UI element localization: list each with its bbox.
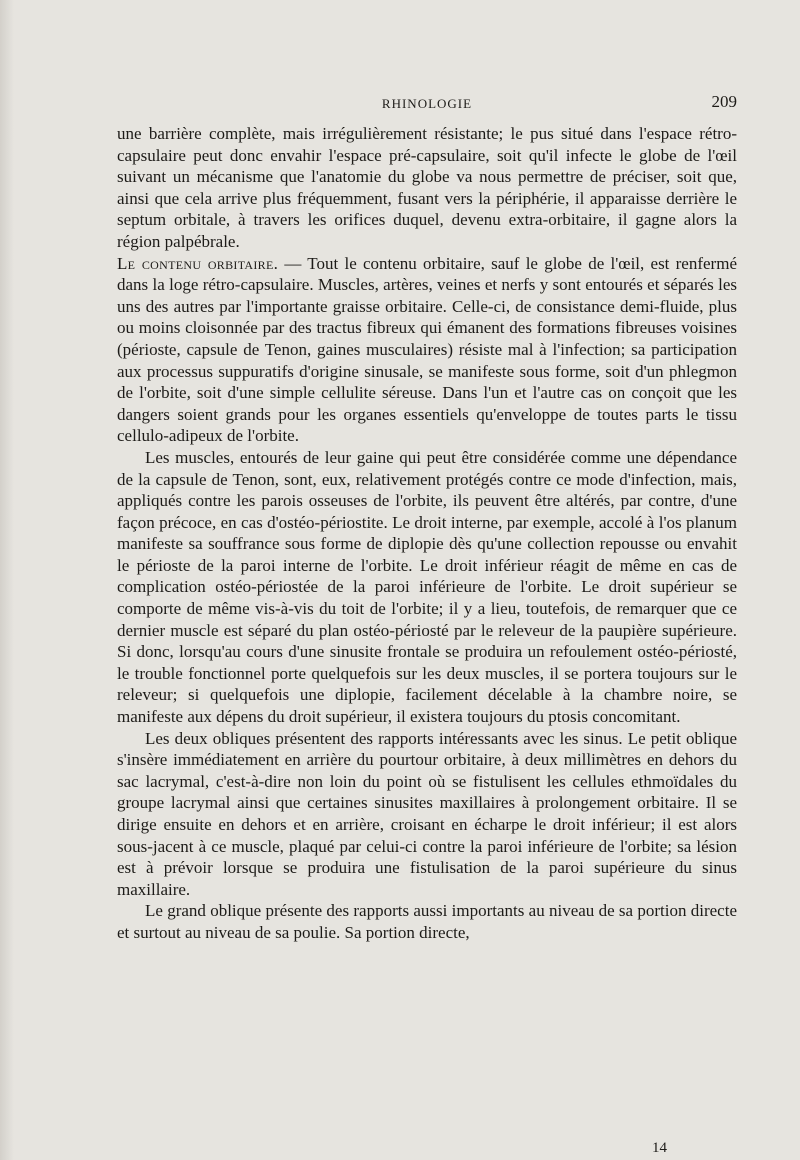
paragraph-3-text: Les muscles, entourés de leur gaine qui peut être considérée comme une dépendance de la capsule de Tenon, sont, eux, relativement protégés contre ce mode d'infection, mais, appliqués contre les parois osseuses de l'orbite, ils peuvent être altérés, par contre, d'une façon précoce, en cas d'ostéo-périostite. Le droit interne, par exemple, accolé à l'os planum manifeste sa souffrance sous forme de diplopie dès qu'une collection repousse ou envahit le périoste de la paroi interne de l'orbite. Le droit inférieur réagit de même en cas de complication ostéo-périostée de la paroi inférieure de l'orbite. Le droit supérieur se comporte de même vis-à-vis du toit de l'orbite; il y a lieu, toutefois, de remarquer que ce dernier muscle est séparé du plan ostéo-périosté par le releveur de la paupière supérieure. Si donc, lorsqu'au cours d'une sinusite frontale se produira un refoulement ostéo-périosté, le trouble fonctionnel porte quelquefois sur les deux muscles, il se portera toujours sur le releveur; si quelquefois une diplopie, facilement décelable à la chambre noire, se manifeste aux dépens du droit supérieur, il existera toujours du ptosis concomitant. <box>117 447 737 727</box>
paragraph-3 <box>117 447 737 728</box>
running-head: RHINOLOGIE <box>381 96 473 111</box>
paragraph-2-text: — Tout le contenu orbitaire, sauf le globe de l'œil, est renfermé dans la loge rétro-capsulaire. Muscles, artères, veines et nerfs y sont entourés et séparés les uns des autres par l'importante graisse orbitaire. Celle-ci, de consistance demi-fluide, plus ou moins cloisonnée par des tractus fibreux qui émanent des formations fibreuses voisines (périoste, capsule de Tenon, gaines musculaires) résiste mal à l'infection; sa participation aux processus suppuratifs d'origine sinusale, se manifeste sous forme, soit d'un phlegmon de l'orbite, soit d'une simple cellulite séreuse. Dans l'un et l'autre cas on conçoit que les dangers soient grands pour les organes essentiels qu'enveloppe de toutes parts le tissu cellulo-adipeux de l'orbite. <box>117 253 737 446</box>
signature-mark: 14 <box>652 1140 667 1156</box>
paragraph-2 <box>117 253 737 447</box>
paragraph-5-text: Le grand oblique présente des rapports aussi importants au niveau de sa portion directe et surtout au niveau de sa poulie. Sa portion directe, <box>117 901 737 942</box>
page-header <box>117 92 737 116</box>
paragraph-5 <box>117 900 737 943</box>
paragraph-1 <box>117 123 737 253</box>
paragraph-4-text: Les deux obliques présentent des rapports intéressants avec les sinus. Le petit oblique s'insère immédiatement en arrière du pourtour orbitaire, à deux millimètres en dehors du sac lacrymal, c'est-à-dire non loin du point où se fistulisent les cellules ethmoïdales du groupe lacrymal ainsi que certaines sinusites maxillaires à prolongement orbitaire. Il se dirige ensuite en dehors et en arrière, croisant en écharpe le droit inférieur; il est alors sous-jacent à ce muscle, plaqué par celui-ci contre la paroi inférieure de l'orbite; sa lésion est à prévoir lorsque se produira une fistulisation de la paroi supérieure du sinus maxillaire. <box>117 728 737 899</box>
body-text <box>117 123 737 944</box>
paragraph-4 <box>117 728 737 901</box>
page-edge-shadow <box>0 0 14 1160</box>
paragraph-1-text: une barrière complète, mais irrégulièrement résistante; le pus situé dans l'espace rétro-capsulaire peut donc envahir l'espace pré-capsulaire, soit qu'il infecte le globe de l'œil suivant un mécanisme que l'anatomie du globe va nous permettre de préciser, soit que, ainsi que cela arrive plus fréquemment, fusant vers la périphérie, il apparaisse derrière le septum orbitale, à travers les orifices duquel, devenu extra-orbitaire, il gagne alors la région palpébrale. <box>117 124 737 251</box>
section-heading-contenu-orbitaire: Le contenu orbitaire. <box>117 253 279 273</box>
page-number: 209 <box>711 92 737 111</box>
